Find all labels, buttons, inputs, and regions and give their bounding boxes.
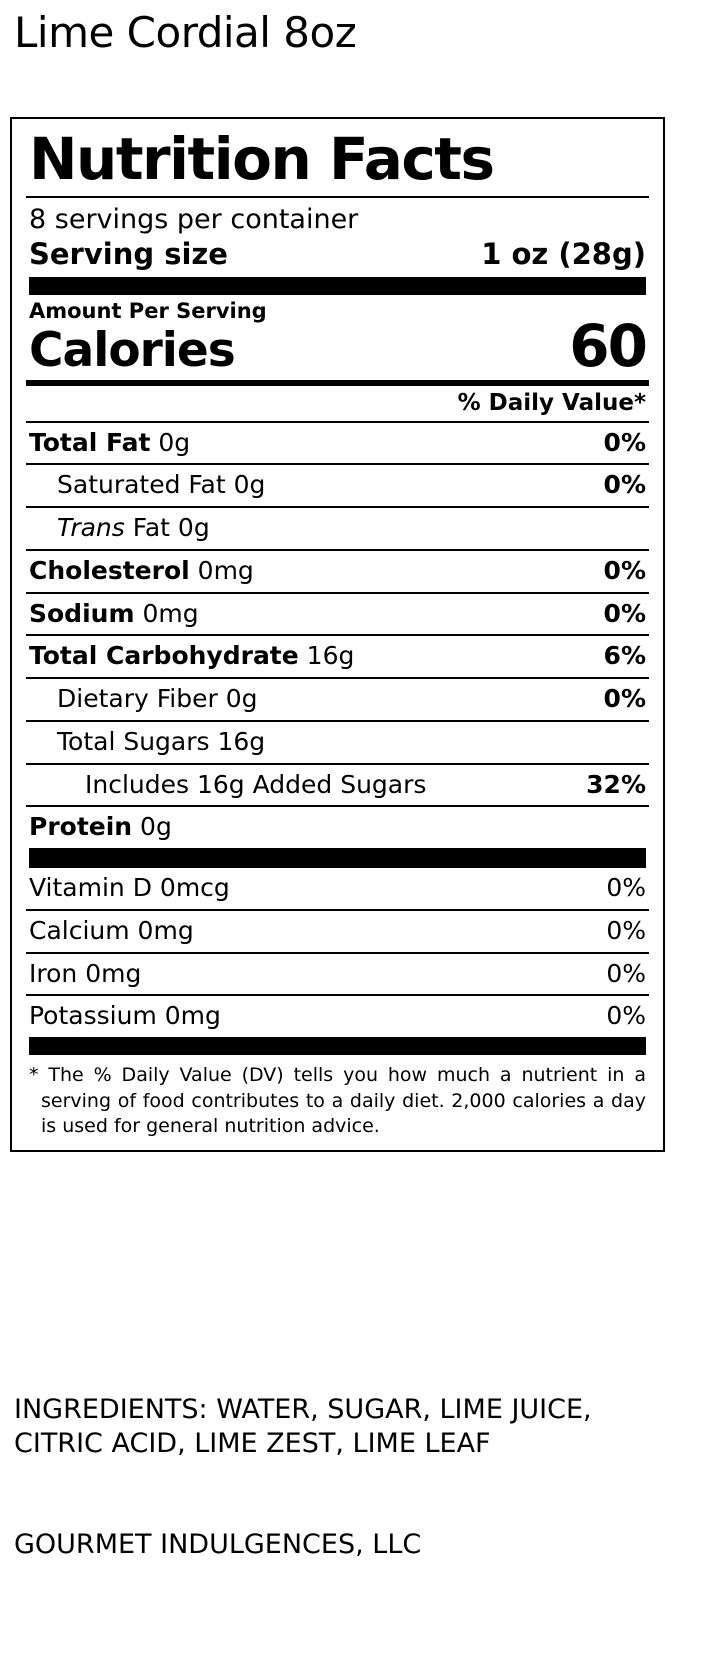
nutrient-daily-value: 0% <box>603 427 646 457</box>
vitamin-row <box>26 868 649 909</box>
nutrient-name: Total Fat 0g <box>29 427 191 457</box>
nutrient-amount: 16g <box>209 726 266 756</box>
nutrient-daily-value: 0% <box>603 684 646 714</box>
nutrient-amount: 0mg <box>134 598 199 628</box>
vitamin-daily-value: 0% <box>606 873 646 903</box>
nutrient-amount: 0g <box>225 470 266 500</box>
nutrient-name: Includes 16g Added Sugars <box>85 769 427 799</box>
nutrient-name: Trans Fat 0g <box>57 513 210 543</box>
nutrient-row <box>26 506 649 549</box>
nutrient-row <box>26 805 649 848</box>
serving-size-row <box>29 237 646 271</box>
vitamin-daily-value: 0% <box>606 958 646 988</box>
nutrient-row <box>26 592 649 635</box>
nutrient-name: Sodium 0mg <box>29 598 199 628</box>
company-name: GOURMET INDULGENCES, LLC <box>14 1529 422 1560</box>
nutrient-amount: 16g <box>298 641 355 671</box>
nutrient-name: Protein 0g <box>29 812 172 842</box>
nutrient-name: Total Carbohydrate 16g <box>29 641 355 671</box>
vitamin-row <box>26 909 649 952</box>
nutrient-row <box>26 677 649 720</box>
daily-value-header: % Daily Value* <box>457 389 646 416</box>
ingredients-text: INGREDIENTS: WATER, SUGAR, LIME JUICE, CITRIC ACID, LIME ZEST, LIME LEAF <box>14 1394 592 1460</box>
vitamin-name: Iron 0mg <box>29 958 142 988</box>
vitamin-daily-value: 0% <box>606 915 646 945</box>
nutrient-row <box>26 421 649 464</box>
servings-per-container: 8 servings per container <box>29 203 359 235</box>
vitamin-daily-value: 0% <box>606 1001 646 1031</box>
nutrition-facts-heading: Nutrition Facts <box>29 125 494 193</box>
nutrient-amount: 0g <box>132 812 172 842</box>
nutrient-name: Saturated Fat 0g <box>57 470 266 500</box>
vitamin-rows <box>26 868 649 1037</box>
divider-thick-vitamins <box>29 848 646 868</box>
vitamin-name: Calcium 0mg <box>29 915 194 945</box>
vitamin-name: Potassium 0mg <box>29 1001 221 1031</box>
nutrient-amount: 0mg <box>189 555 254 585</box>
nutrition-facts-panel <box>10 117 665 1152</box>
nutrient-row <box>26 549 649 592</box>
nutrient-amount: 0g <box>217 684 258 714</box>
divider-under-calories <box>26 380 649 386</box>
nutrient-daily-value: 0% <box>603 470 646 500</box>
nutrient-rows <box>26 421 649 849</box>
daily-value-footnote: * The % Daily Value (DV) tells you how much a nutrient in a serving of food contributes to a daily diet. 2,000 calories a day is used for general nutrition advice. <box>29 1064 646 1138</box>
nutrient-row <box>26 634 649 677</box>
calories-value: 60 <box>569 311 646 380</box>
vitamin-name: Vitamin D 0mcg <box>29 873 230 903</box>
nutrient-name: Total Sugars 16g <box>57 726 266 756</box>
vitamin-row <box>26 994 649 1037</box>
divider-thick-top <box>29 277 646 295</box>
calories-label: Calories <box>29 322 235 378</box>
nutrient-name: Dietary Fiber 0g <box>57 684 258 714</box>
nutrient-row <box>26 763 649 806</box>
serving-size-value: 1 oz (28g) <box>481 236 646 271</box>
divider-under-heading <box>26 196 649 198</box>
nutrient-daily-value: 0% <box>603 598 646 628</box>
nutrient-daily-value: 6% <box>603 641 646 671</box>
calories-row <box>29 311 646 380</box>
vitamin-row <box>26 952 649 995</box>
serving-size-label: Serving size <box>29 236 228 271</box>
nutrient-row <box>26 463 649 506</box>
amount-per-serving-label: Amount Per Serving <box>29 298 267 323</box>
nutrient-row <box>26 720 649 763</box>
divider-thick-footnote <box>29 1037 646 1055</box>
nutrient-name: Cholesterol 0mg <box>29 555 254 585</box>
nutrient-amount: 0g <box>150 427 191 457</box>
nutrient-daily-value: 32% <box>586 769 646 799</box>
nutrient-amount: Fat 0g <box>124 513 210 543</box>
page-title: Lime Cordial 8oz <box>14 8 357 57</box>
nutrient-daily-value: 0% <box>603 555 646 585</box>
